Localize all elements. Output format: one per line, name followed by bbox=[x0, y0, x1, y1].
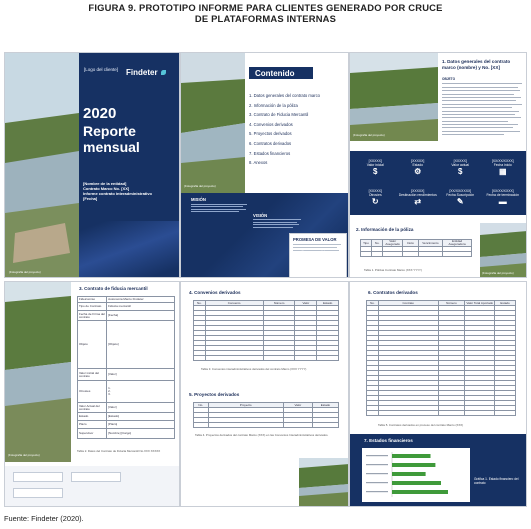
table-header-cell: Vencimiento bbox=[418, 240, 442, 247]
table-cell bbox=[263, 356, 295, 361]
arrows-icon: ⇄ bbox=[414, 197, 422, 206]
fiducia-section-title: 3. Contrato de fiducia mercantil bbox=[79, 286, 148, 291]
table-header-cell: Contrato bbox=[378, 301, 438, 306]
table-header-cell: Valor Total Aportado bbox=[466, 300, 494, 305]
indicator-card bbox=[439, 183, 482, 213]
table-cell bbox=[312, 423, 338, 428]
fiducia-label: Objeto bbox=[78, 321, 107, 369]
table-row bbox=[194, 423, 339, 428]
table-header-cell: No. bbox=[194, 403, 209, 408]
contracts-table-note: Tabla 5. Contratos derivados en proceso del contrato Marco (XXX) bbox=[378, 423, 464, 427]
table-header-cell: Valor bbox=[283, 403, 312, 408]
table-cell bbox=[295, 356, 317, 361]
general-photo bbox=[350, 53, 438, 141]
table-header-cell: Proyecto bbox=[208, 403, 283, 408]
fiducia-label: Fecha de Firma del contrato bbox=[79, 311, 105, 319]
cover-contract: Contrato Marco No. [XX] bbox=[83, 186, 130, 191]
cover-title bbox=[83, 105, 175, 155]
indicator-value: [XX/XX/XXXX] bbox=[491, 189, 514, 193]
indicator-label: Fecha Suscripción bbox=[446, 193, 475, 197]
fiducia-label: Valor Actual del contrato bbox=[78, 403, 107, 413]
indicator-value: [XX/XX/XXXX] bbox=[449, 189, 472, 193]
indicator-label: Valor inicial bbox=[366, 163, 384, 167]
findeter-leaf-icon bbox=[161, 70, 166, 75]
chart-category-placeholder bbox=[366, 464, 388, 465]
cover-details bbox=[83, 181, 179, 201]
text-line bbox=[442, 83, 522, 84]
contents-item: 5. Proyectos derivados bbox=[249, 131, 292, 137]
text-line bbox=[442, 114, 515, 115]
table-header-cell: No. bbox=[194, 301, 206, 306]
contents-photo bbox=[181, 53, 245, 193]
contents-item-label: Contratos derivados bbox=[253, 140, 292, 146]
fiducia-row bbox=[78, 321, 175, 369]
table-cell bbox=[317, 356, 339, 361]
chart-category-placeholder bbox=[366, 482, 388, 483]
text-line bbox=[442, 97, 521, 98]
chart-category-placeholder bbox=[366, 473, 388, 474]
financial-chart bbox=[362, 448, 470, 502]
table-header-cell: Valor Asegurado bbox=[383, 240, 403, 247]
chart-bar bbox=[392, 463, 435, 467]
fiducia-row bbox=[78, 311, 175, 321]
cover-page bbox=[4, 52, 180, 278]
fiducia-footer-card-2 bbox=[71, 472, 121, 482]
contents-item-label: Información de la póliza bbox=[253, 102, 298, 108]
cover-photo-caption: (Fotografía del proyecto) bbox=[9, 270, 41, 274]
fiducia-row bbox=[78, 369, 175, 381]
cover-date: [Fecha] bbox=[83, 196, 98, 201]
general-objective bbox=[442, 77, 524, 138]
fiducia-value: [Valor] bbox=[107, 369, 175, 381]
fiducia-value: [Plazo] bbox=[107, 421, 175, 429]
gear-icon: ⚙ bbox=[414, 167, 422, 176]
fiducia-row bbox=[78, 429, 175, 439]
value-title: PROMESA DE VALOR bbox=[293, 237, 337, 242]
indicator-label: Estado bbox=[412, 163, 424, 167]
fiducia-table bbox=[77, 296, 175, 439]
text-line bbox=[442, 124, 518, 125]
table-cell bbox=[438, 411, 465, 416]
agreements-section-title: 4. Convenios derivados bbox=[189, 290, 241, 295]
indicator-label: Destinación rendimientos bbox=[398, 193, 437, 197]
fiducia-value: [Valor] bbox=[107, 403, 175, 413]
text-line bbox=[442, 90, 520, 91]
fiducia-value: [Objeto] bbox=[107, 321, 175, 369]
table-header-cell: Estado bbox=[312, 403, 338, 408]
money-icon: $ bbox=[458, 167, 463, 176]
table-cell bbox=[465, 411, 495, 416]
figure-source: Fuente: Findeter (2020). bbox=[4, 514, 84, 523]
general-objective-label: OBJETO bbox=[442, 77, 456, 81]
vision-title: VISIÓN bbox=[253, 213, 268, 218]
fiducia-value: Autonomía Marco Findeter bbox=[107, 297, 175, 303]
text-line bbox=[442, 134, 504, 135]
figure-caption-line1: FIGURA 9. PROTOTIPO INFORME PARA CLIENTES GENERADO POR CRUCE bbox=[88, 2, 443, 13]
fiducia-value: [Nombre] [Cargo] bbox=[107, 429, 175, 439]
chart-bar bbox=[392, 490, 448, 494]
fiducia-footer-card-1 bbox=[13, 472, 63, 482]
chart-bar bbox=[392, 454, 431, 458]
chart-category-placeholder bbox=[366, 491, 388, 492]
table-cell bbox=[194, 423, 209, 428]
fiducia-label: Supervisor bbox=[78, 429, 107, 439]
table-cell bbox=[361, 252, 372, 257]
contents-item: 4. Convenios derivados bbox=[249, 121, 293, 127]
table-header-cell: Convenio bbox=[205, 301, 263, 306]
findeter-brand-text: Findeter bbox=[126, 68, 158, 77]
text-line bbox=[442, 127, 513, 128]
fiducia-footer-card-3 bbox=[13, 488, 63, 498]
contents-item-label: Datos generales del contrato marco bbox=[253, 93, 320, 98]
cover-report: Informe contrato interadministrativo bbox=[83, 191, 152, 196]
pen-icon: ✎ bbox=[456, 197, 464, 206]
contents-photo-caption: (Fotografía del proyecto) bbox=[184, 184, 216, 188]
contents-item-label: Anexos bbox=[253, 160, 268, 166]
table-row bbox=[194, 356, 339, 361]
fiducia-row bbox=[78, 413, 175, 421]
fiducia-value: [Estado] bbox=[107, 413, 175, 421]
indicator-label: Fecha de terminación bbox=[486, 193, 520, 197]
table-header-row bbox=[361, 240, 472, 247]
indicator-card bbox=[354, 153, 397, 183]
table-cell bbox=[378, 411, 438, 416]
fiducia-row bbox=[78, 303, 175, 311]
indicator-card bbox=[439, 153, 482, 183]
agreements-page bbox=[180, 281, 349, 507]
table-cell bbox=[443, 252, 472, 257]
table-cell bbox=[205, 356, 263, 361]
table-cell bbox=[208, 423, 283, 428]
findeter-logo bbox=[126, 68, 166, 77]
table-cell bbox=[383, 252, 403, 257]
fiducia-row bbox=[78, 403, 175, 413]
indicator-card bbox=[482, 153, 525, 183]
policy-table bbox=[360, 239, 472, 257]
fiducia-value: 1. 2. 3. bbox=[107, 381, 175, 403]
table-row bbox=[367, 411, 516, 416]
text-line bbox=[442, 104, 522, 105]
table-header-cell: Estado bbox=[317, 301, 339, 306]
fiducia-photo-caption: (Fotografía del proyecto) bbox=[8, 453, 40, 457]
indicator-value: [XXXXX] bbox=[453, 159, 467, 163]
table-cell bbox=[418, 252, 442, 257]
contracts-page bbox=[349, 281, 527, 507]
indicator-card bbox=[397, 183, 440, 213]
fiducia-value: Fiducia mercantil bbox=[107, 303, 175, 311]
chart-category-placeholder bbox=[366, 455, 388, 456]
text-line bbox=[442, 121, 508, 122]
contents-item: 7. Estados financieros bbox=[249, 150, 291, 156]
client-logo-placeholder bbox=[83, 67, 119, 72]
agreements-table bbox=[193, 300, 339, 361]
table-cell bbox=[372, 252, 383, 257]
calendar-icon: ▦ bbox=[498, 167, 507, 176]
contents-item: 6. Contratos derivados bbox=[249, 140, 292, 146]
table-header-cell: No. bbox=[367, 301, 379, 306]
general-objective-lines bbox=[442, 83, 524, 135]
indicator-value: [XXXXX] bbox=[368, 189, 382, 193]
contents-item: 3. Contrato de Fiducia Mercantil bbox=[249, 112, 309, 118]
text-line bbox=[442, 111, 519, 112]
fiducia-photo bbox=[5, 282, 71, 462]
contents-item: 1. Datos generales del contrato marco bbox=[249, 93, 320, 98]
folder-icon: ▬ bbox=[498, 197, 507, 206]
indicator-value: [XX/XX/XXXX] bbox=[491, 159, 514, 163]
agreements-photo bbox=[299, 458, 349, 507]
projects-section-title: 5. Proyectos derivados bbox=[189, 392, 240, 397]
fiducia-label: Otrosíes bbox=[78, 381, 107, 403]
fiducia-label: Tipo de Contrato bbox=[78, 303, 107, 311]
table-cell bbox=[283, 423, 312, 428]
figure-caption bbox=[0, 2, 531, 24]
cover-title-year: 2020 bbox=[83, 105, 117, 122]
policy-photo-caption: (Fotografía del proyecto) bbox=[482, 271, 514, 275]
indicator-card bbox=[482, 183, 525, 213]
table-header-cell: Estado bbox=[495, 301, 516, 306]
mission-box bbox=[191, 197, 249, 214]
contents-list bbox=[249, 91, 345, 168]
fiducia-label: Fideicomiso bbox=[78, 297, 107, 303]
contracts-section-title: 6. Contratos derivados bbox=[368, 290, 418, 295]
chart-bar bbox=[392, 481, 441, 485]
fiducia-row bbox=[78, 381, 175, 403]
indicator-value: [XXXXX] bbox=[368, 159, 382, 163]
table-cell bbox=[194, 356, 206, 361]
mission-title: MISIÓN bbox=[191, 197, 206, 202]
fiducia-label: Valor inicial del contrato bbox=[78, 369, 107, 381]
contents-item: 8. Anexos bbox=[249, 160, 268, 166]
indicator-card bbox=[354, 183, 397, 213]
cover-entity: [Nombre de la entidad] bbox=[83, 181, 127, 186]
contents-title: Contenido bbox=[255, 69, 295, 78]
indicator-grid bbox=[354, 153, 524, 213]
fiducia-value: [Fecha] bbox=[107, 311, 175, 321]
indicator-label: Otrosíes bbox=[368, 193, 382, 197]
indicator-label: Valor actual bbox=[451, 163, 470, 167]
mission-lines bbox=[191, 204, 249, 212]
text-line bbox=[442, 131, 520, 132]
fiducia-label: Estado bbox=[78, 413, 107, 421]
projects-table bbox=[193, 402, 339, 428]
policy-section-title: 2. Información de la póliza bbox=[356, 227, 414, 232]
general-section-title: 1. Datos generales del contrato marco (nombre) y No. [XX] bbox=[442, 59, 511, 70]
table-header-cell: Número bbox=[263, 301, 295, 306]
general-photo-caption: (Fotografía del proyecto) bbox=[353, 133, 385, 137]
table-header-cell: Inicio bbox=[403, 240, 419, 247]
figure-caption-line2: DE PLATAFORMAS INTERNAS bbox=[194, 13, 337, 24]
general-data-page bbox=[349, 52, 527, 278]
contents-item-label: Convenios derivados bbox=[253, 121, 293, 127]
tagline-label: Comprometidos con Colombia bbox=[301, 249, 337, 259]
table-header-cell: Número bbox=[438, 301, 465, 306]
financial-chart-note: Gráfica 1. Estado financiero del contrato bbox=[474, 477, 519, 485]
indicator-card bbox=[397, 153, 440, 183]
text-line bbox=[442, 107, 512, 108]
indicator-label: Fecha inicio bbox=[493, 163, 512, 167]
text-line bbox=[442, 100, 516, 101]
financial-section-title: 7. Estados financieros bbox=[364, 438, 413, 443]
table-header-cell: Entidad Aseguradora bbox=[443, 240, 472, 247]
table-row bbox=[361, 252, 472, 257]
cover-title-line1: Reporte bbox=[83, 123, 136, 139]
text-line bbox=[442, 87, 518, 88]
contracts-table bbox=[366, 300, 516, 416]
table-cell bbox=[403, 252, 419, 257]
tagline-text bbox=[301, 249, 345, 259]
cover-title-line2: mensual bbox=[83, 139, 140, 155]
policy-photo bbox=[480, 223, 527, 278]
indicator-value: [XXXXX] bbox=[411, 189, 425, 193]
dollar-icon: $ bbox=[373, 167, 378, 176]
agreements-table-note: Tabla 3. Convenios interadministrativos derivados del contrato Marco (XXX YYYY) bbox=[201, 367, 307, 371]
contents-item-label: Contrato de Fiducia Mercantil bbox=[253, 112, 309, 118]
cover-photo bbox=[5, 53, 79, 278]
text-line bbox=[442, 94, 514, 95]
table-header-cell: No. bbox=[372, 240, 383, 247]
contents-item-label: Estados financieros bbox=[253, 150, 291, 156]
table-header-cell: Valor bbox=[295, 301, 317, 306]
fiducia-table-note: Tabla 2. Datos del Contrato de Fiducia Mercantil No.XXX XXXXX bbox=[77, 449, 161, 453]
fiducia-page bbox=[4, 281, 180, 507]
chart-bar bbox=[392, 472, 426, 476]
contents-item-label: Proyectos derivados bbox=[253, 131, 292, 137]
table-cell bbox=[495, 411, 516, 416]
contents-item: 2. Información de la póliza bbox=[249, 102, 298, 108]
contents-page bbox=[180, 52, 349, 278]
text-line bbox=[442, 117, 521, 118]
projects-table-note: Tabla 4. Proyectos derivados del contrato Marco (XXX) en las Convenios Interadministrativos derivados. bbox=[195, 433, 329, 437]
table-header-cell: Tipo bbox=[361, 240, 372, 247]
fiducia-label: Plazo bbox=[78, 421, 107, 429]
financial-chart-svg bbox=[362, 448, 470, 502]
refresh-icon: ↻ bbox=[371, 197, 379, 206]
fiducia-row bbox=[78, 421, 175, 429]
table-cell bbox=[367, 411, 379, 416]
policy-table-note: Tabla 1. Pólizas Contrato Marco (XXX YYYY) bbox=[364, 268, 422, 272]
indicator-value: [XXXXX] bbox=[411, 159, 425, 163]
vision-box bbox=[253, 213, 303, 229]
client-logo-text: [Logo del cliente] bbox=[83, 67, 119, 72]
